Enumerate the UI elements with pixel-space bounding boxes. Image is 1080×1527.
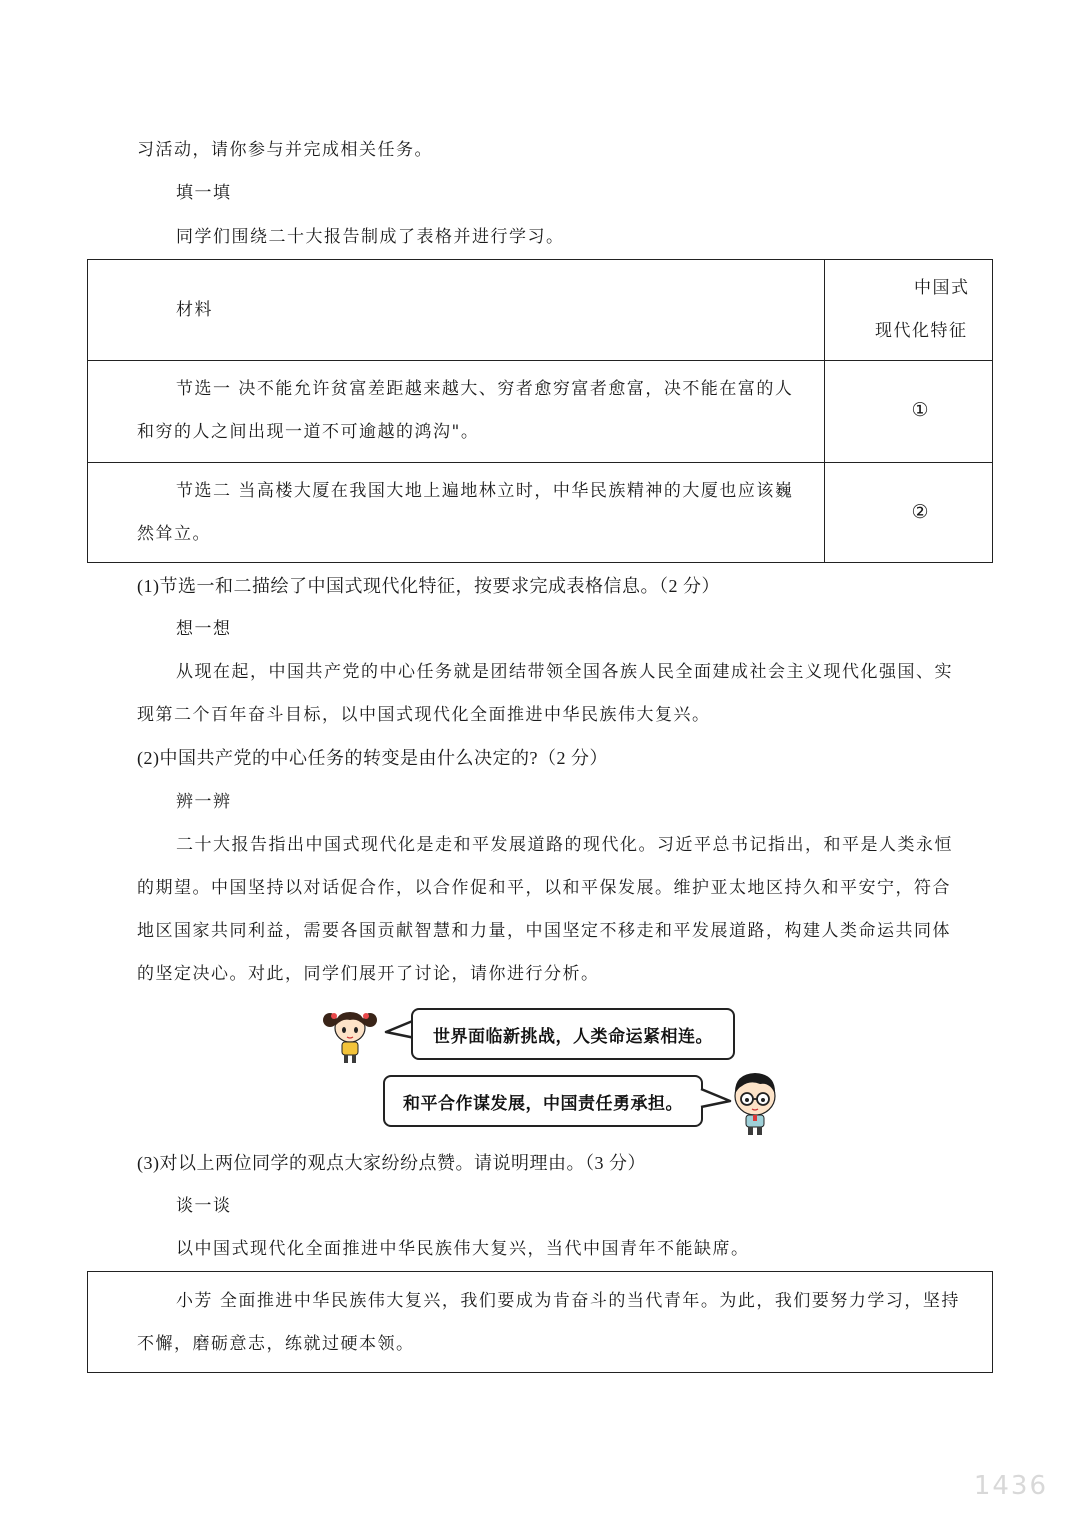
table-divider-row1 [88,360,992,361]
debate-text-line1: 二十大报告指出中国式现代化是走和平发展道路的现代化。习近平总书记指出，和平是人类永恒 [176,835,953,855]
section-title-think: 想一想 [176,619,232,639]
fill-description: 同学们围绕二十大报告制成了表格并进行学习。 [176,227,565,247]
talk-text-line1: 以中国式现代化全面推进中华民族伟大复兴，当代中国青年不能缺席。 [176,1239,750,1259]
section-title-talk: 谈一谈 [176,1196,232,1216]
material-table [87,259,993,563]
table-row2-line1: 节选二 当高楼大厦在我国大地上遍地林立时，中华民族精神的大厦也应该巍 [176,481,794,501]
xiaofang-quote-line1: 小芳 全面推进中华民族伟大复兴，我们要成为肯奋斗的当代青年。为此，我们要努力学习，坚持 [176,1291,960,1311]
girl-avatar-icon [322,1006,378,1066]
question-3: (3)对以上两位同学的观点大家纷纷点赞。请说明理由。（3 分） [137,1153,646,1173]
think-text-line1: 从现在起，中国共产党的中心任务就是团结带领全国各族人民全面建成社会主义现代化强国、实 [176,662,953,682]
xiaofang-quote-line2: 不懈，磨砺意志，练就过硬本领。 [137,1334,415,1354]
girl-speech-bubble: 世界面临新挑战，人类命运紧相连。 [411,1008,735,1060]
table-header-feature-line2: 现代化特征 [875,321,968,341]
page-number: 1436 [973,1471,1048,1501]
table-divider-row2 [88,462,992,463]
table-row1-line2: 和穷的人之间出现一道不可逾越的鸿沟"。 [137,422,480,442]
table-row1-line1: 节选一 决不能允许贫富差距越来越大、穷者愈穷富者愈富，决不能在富的人 [176,379,794,399]
debate-text-line3: 地区国家共同利益，需要各国贡献智慧和力量，中国坚定不移走和平发展道路，构建人类命运共同体 [137,921,951,941]
table-header-material: 材料 [176,300,213,320]
intro-text: 习活动，请你参与并完成相关任务。 [137,140,433,160]
answer-blank-1[interactable]: ① [911,399,929,421]
debate-text-line4: 的坚定决心。对此，同学们展开了讨论，请你进行分析。 [137,964,600,984]
question-1: (1)节选一和二描绘了中国式现代化特征，按要求完成表格信息。（2 分） [137,576,720,596]
debate-text-line2: 的期望。中国坚持以对话促合作，以合作促和平，以和平保发展。维护亚太地区持久和平安宁，符合 [137,878,951,898]
section-title-fill: 填一填 [176,183,232,203]
boy-avatar-icon [726,1068,784,1138]
table-divider-vertical [824,260,825,562]
boy-speech-bubble: 和平合作谋发展，中国责任勇承担。 [383,1075,703,1127]
answer-blank-2[interactable]: ② [911,501,929,523]
think-text-line2: 现第二个百年奋斗目标，以中国式现代化全面推进中华民族伟大复兴。 [137,705,711,725]
table-header-feature-line1: 中国式 [914,278,970,298]
question-2: (2)中国共产党的中心任务的转变是由什么决定的?（2 分） [137,748,608,768]
section-title-debate: 辨一辨 [176,792,232,812]
table-row2-line2: 然耸立。 [137,524,211,544]
xiaofang-quote-box [87,1271,993,1373]
